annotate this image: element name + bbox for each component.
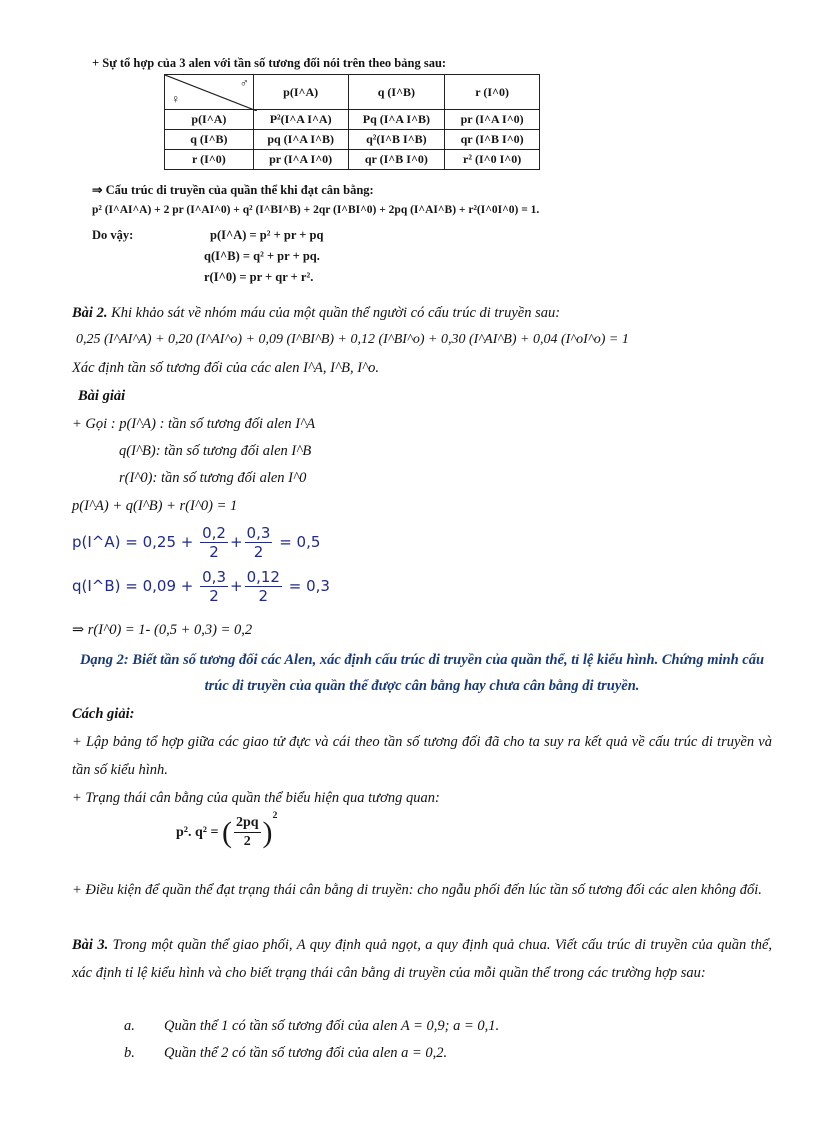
- eq-exponent: 2: [272, 810, 278, 821]
- plus: +: [229, 533, 243, 551]
- calc-q: [72, 568, 330, 605]
- table-cell: pr (I^A I^0): [445, 110, 540, 130]
- frac-num: 2pq: [234, 814, 261, 833]
- scan-formula-q: q(I^B) = q² + pr + pq.: [204, 249, 320, 263]
- row-header: r (I^0): [165, 150, 254, 170]
- list-text: Quần thể 1 có tần số tương đối của alen A = 0,9; a = 0,1.: [164, 1018, 500, 1034]
- col-header: r (I^0): [445, 75, 540, 110]
- method-paragraph-3: + Điều kiện để quần thể đạt trạng thái cân bằng di truyền: cho ngẫu phối đến lúc tần số tương đối các alen không đổi.: [72, 882, 762, 898]
- calc-r: ⇒ r(I^0) = 1- (0,5 + 0,3) = 0,2: [72, 622, 253, 638]
- list-label: b.: [124, 1045, 135, 1061]
- fraction: [245, 524, 273, 561]
- frac-num: 0,12: [246, 568, 280, 586]
- bai3-label: Bài 3.: [72, 937, 109, 953]
- frac-num: 0,2: [202, 524, 226, 542]
- frac-den: 2: [209, 587, 219, 605]
- table-corner-cell: [165, 75, 254, 110]
- plus: +: [230, 577, 243, 595]
- male-icon: ♂: [239, 76, 249, 90]
- table-cell: P²(I^A I^A): [253, 110, 348, 130]
- solution-title: Bài giải: [78, 388, 126, 404]
- table-row: [165, 150, 540, 170]
- scan-formula-p: p(I^A) = p² + pr + pq: [210, 228, 324, 242]
- bai2-text: Khi khảo sát về nhóm máu của một quần thể người có cấu trúc di truyền sau:: [107, 305, 561, 321]
- col-header: p(I^A): [253, 75, 348, 110]
- bai3-statement: [72, 931, 772, 987]
- row-header: q (I^B): [165, 130, 254, 150]
- equilibrium-equation: [176, 810, 277, 851]
- method-title: Cách giải:: [72, 706, 135, 722]
- frac-den: 2: [243, 834, 251, 850]
- table-cell: qr (I^B I^0): [445, 130, 540, 150]
- row-header: p(I^A): [165, 110, 254, 130]
- table-cell: qr (I^B I^0): [348, 150, 445, 170]
- table-cell: pq (I^A I^B): [253, 130, 348, 150]
- scan-therefore: Do vậy:: [92, 228, 134, 242]
- step-line: + Gọi : p(I^A) : tần số tương đối alen I^A: [72, 416, 316, 432]
- frac-num: 0,3: [246, 524, 271, 542]
- fraction: [200, 568, 228, 605]
- step-line: p(I^A) + q(I^B) + r(I^0) = 1: [72, 498, 238, 514]
- female-icon: ♀: [171, 92, 180, 106]
- scan-conclusion: ⇒ Cấu trúc di truyền của quần thể khi đạt cân bằng:: [92, 183, 374, 197]
- paren-close: ): [262, 815, 273, 849]
- fraction: [234, 814, 261, 851]
- eq-lhs: p². q² =: [176, 825, 219, 840]
- table-cell: pr (I^A I^0): [253, 150, 348, 170]
- method-paragraph-1: + Lập bảng tổ hợp giữa các giao tử đực và cái theo tần số tương đối đã cho ta suy ra kết quả về cấu trúc di truyền và tần số kiểu hình.: [72, 734, 772, 778]
- list-label: a.: [124, 1018, 135, 1034]
- dang2-heading: Dạng 2: Biết tần số tương đối các Alen, xác định cấu trúc di truyền của quần thể, tỉ lệ kiểu hình. Chứng minh cấu trúc di truyền của quần thể được cân bằng hay chưa cân bằng di truyền.: [79, 652, 765, 694]
- scan-intro: + Sự tổ hợp của 3 alen với tần số tương đối nói trên theo bảng sau:: [92, 56, 447, 70]
- bai2-label: Bài 2.: [72, 305, 108, 321]
- frac-num: 0,3: [202, 568, 226, 586]
- list-item: [124, 1018, 499, 1035]
- punnett-table: [164, 74, 540, 170]
- table-cell: Pq (I^A I^B): [348, 110, 445, 130]
- step-line: q(I^B): tần số tương đối alen I^B: [119, 443, 312, 459]
- fraction: [200, 524, 228, 561]
- table-row: [165, 110, 540, 130]
- fraction: [245, 568, 282, 605]
- paren-open: (: [221, 815, 232, 849]
- bai2-structure: 0,25 (I^AI^A) + 0,20 (I^AI^o) + 0,09 (I^BI^B) + 0,12 (I^BI^o) + 0,30 (I^AI^B) + 0,04 (I^oI^o) = 1: [76, 332, 629, 347]
- calc-lhs: p(I^A) = 0,25 +: [72, 533, 194, 551]
- frac-den: 2: [209, 543, 219, 561]
- bai2-question: Xác định tần số tương đối của các alen I^A, I^B, I^o.: [72, 360, 380, 376]
- scanned-figure: [92, 50, 540, 290]
- calc-p: [72, 524, 320, 561]
- step-line: r(I^0): tần số tương đối alen I^0: [119, 470, 307, 486]
- scan-equation: p² (I^AI^A) + 2 pr (I^AI^0) + q² (I^BI^B) + 2qr (I^BI^0) + 2pq (I^AI^B) + r²(I^0I^0) = 1.: [92, 204, 540, 216]
- calc-rhs: = 0,3: [288, 577, 330, 595]
- frac-den: 2: [253, 543, 264, 561]
- table-row: [165, 130, 540, 150]
- bai2-statement: [72, 305, 772, 322]
- col-header: q (I^B): [348, 75, 445, 110]
- scan-formula-r: r(I^0) = pr + qr + r².: [204, 270, 314, 284]
- table-cell: q²(I^B I^B): [348, 130, 445, 150]
- calc-rhs: = 0,5: [279, 533, 321, 551]
- method-paragraph-2: + Trạng thái cân bằng của quần thể biểu hiện qua tương quan:: [72, 790, 440, 806]
- frac-den: 2: [258, 587, 269, 605]
- list-text: Quần thể 2 có tần số tương đối của alen a = 0,2.: [164, 1045, 448, 1061]
- list-item: [124, 1045, 447, 1062]
- calc-lhs: q(I^B) = 0,09 +: [72, 577, 194, 595]
- bai3-text: Trong một quần thể giao phối, A quy định quả ngọt, a quy định quả chua. Viết cấu trúc di truyền của quần thể, xác định tỉ lệ kiểu hình và cho biết trạng thái cân bằng di truyền của mỗi quần thể trong các trường hợp sau:: [72, 937, 773, 981]
- table-cell: r² (I^0 I^0): [445, 150, 540, 170]
